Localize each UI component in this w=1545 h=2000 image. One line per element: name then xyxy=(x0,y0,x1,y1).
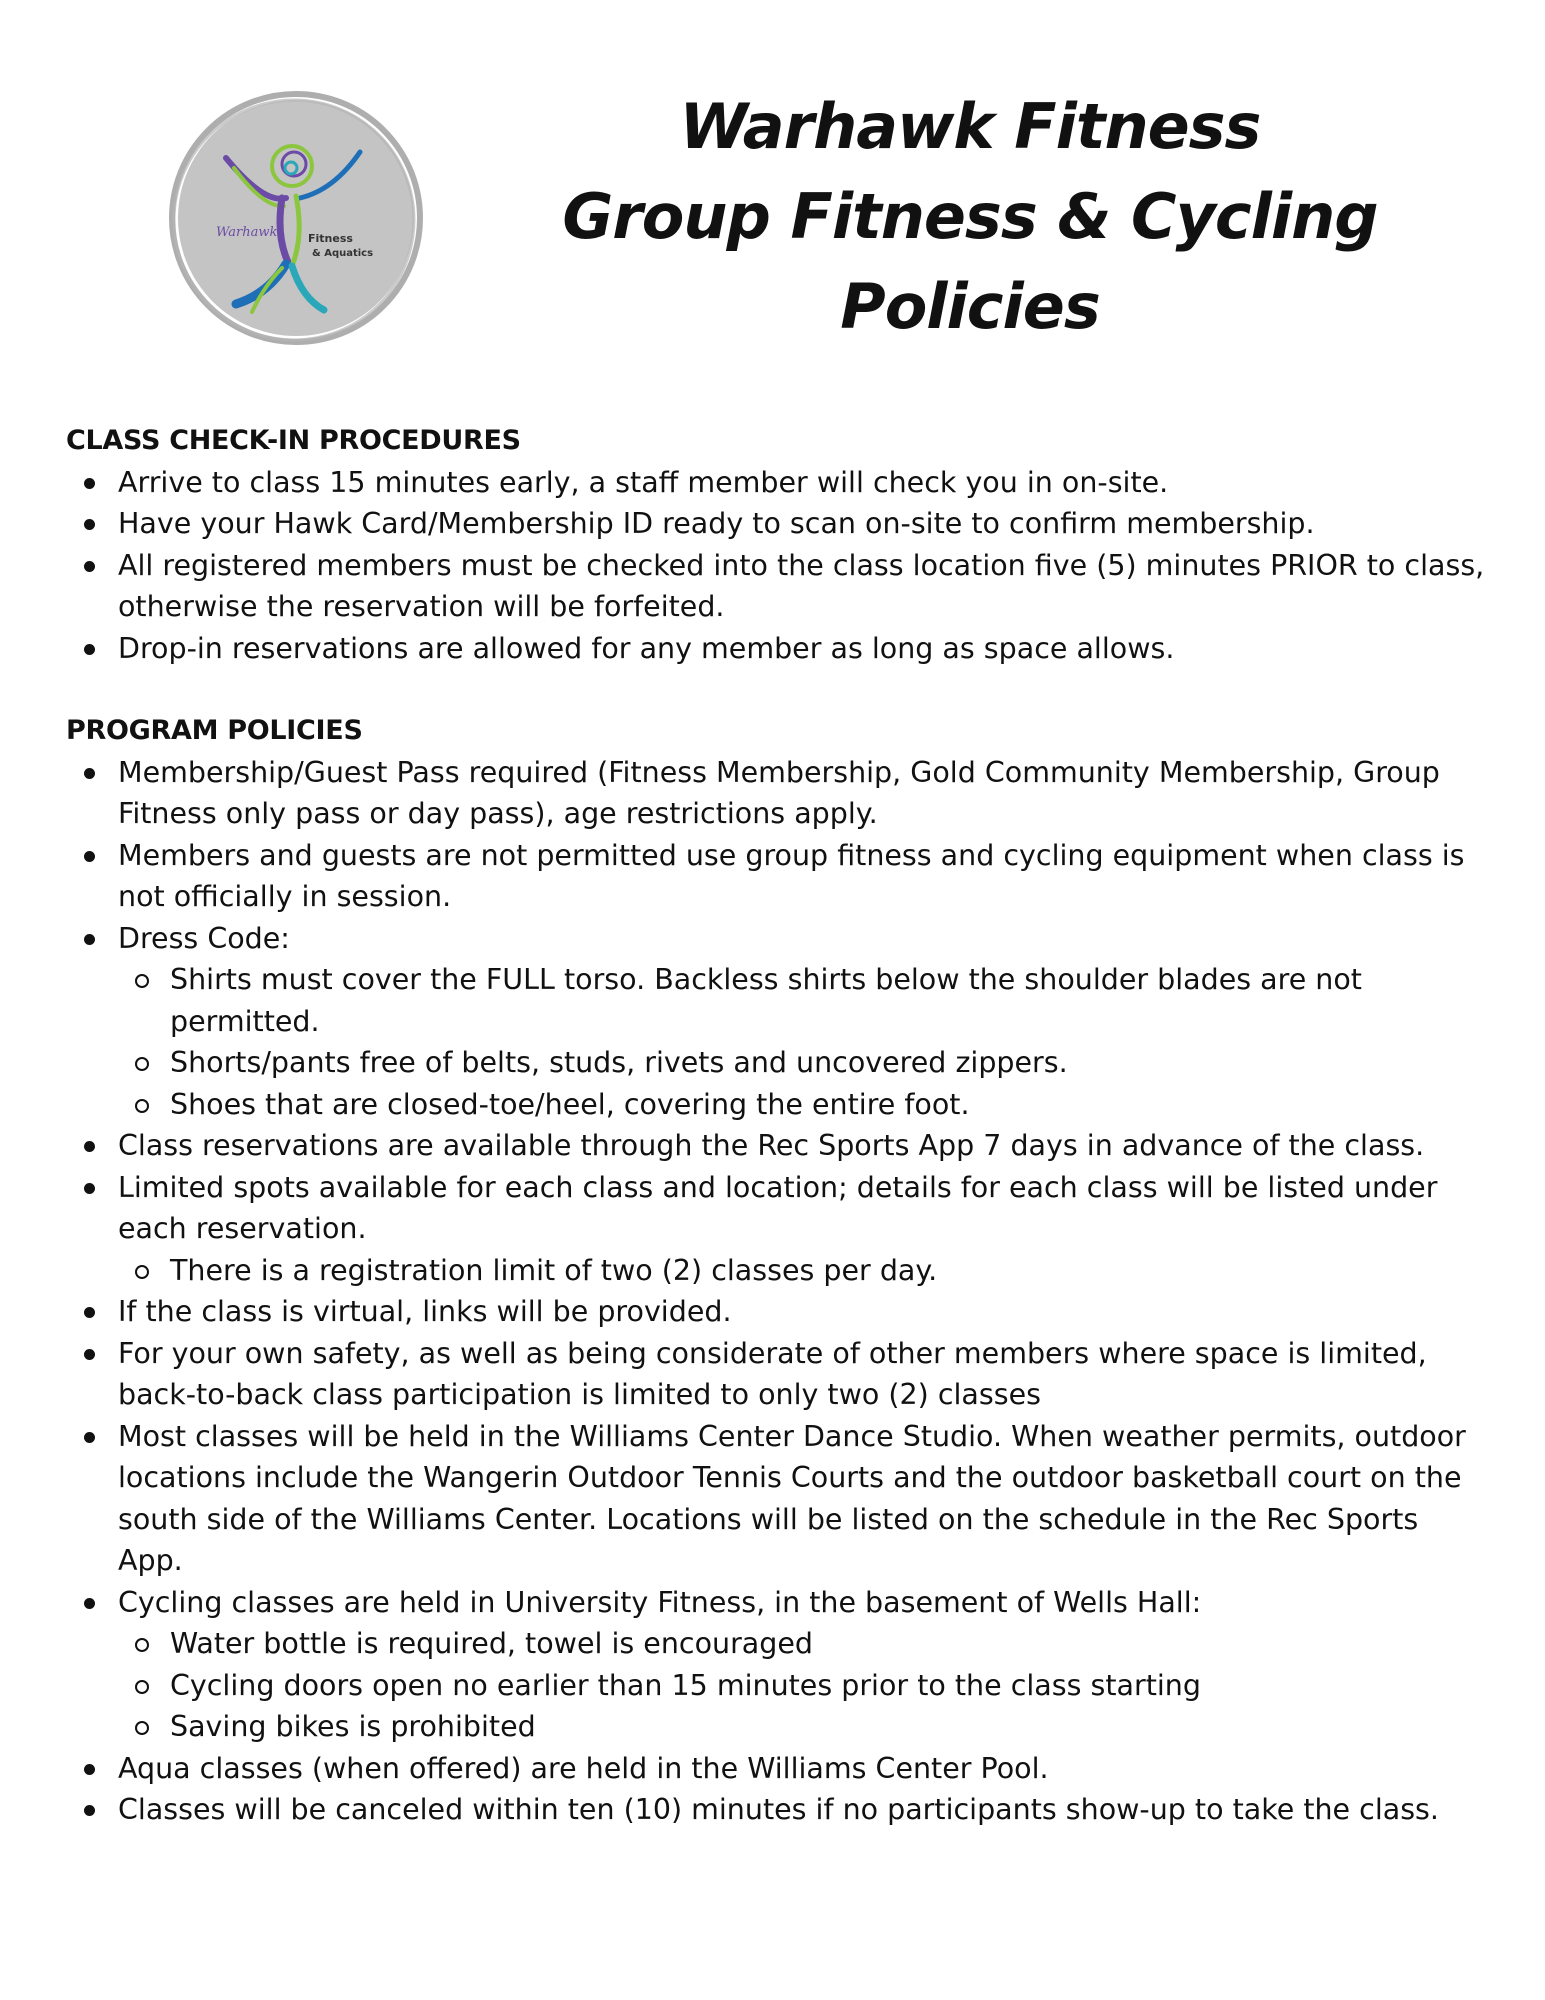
warhawk-fitness-logo xyxy=(164,86,428,350)
list-item: Most classes will be held in the Williams Center Dance Studio. When weather permits, outdoor locations include the Wangerin Outdoor Tennis Courts and the outdoor basketball court on the south side of the Williams Center. Locations will be listed on the schedule in the Rec Sports App. xyxy=(66,1416,1486,1582)
sub-list-item: Shoes that are closed-toe/heel, covering the entire foot. xyxy=(118,1084,1486,1126)
dress-code-label: Dress Code: xyxy=(118,921,290,955)
cycling-text: Cycling classes are held in University Fitness, in the basement of Wells Hall: xyxy=(118,1585,1202,1619)
checkin-list xyxy=(66,462,1486,670)
program-list xyxy=(66,752,1486,1831)
logo-line-2: & Aquatics xyxy=(312,248,374,259)
logo-line-1: Fitness xyxy=(308,232,353,245)
page-title xyxy=(520,82,1420,352)
title-line-3: Policies xyxy=(840,270,1100,343)
limited-spots-list xyxy=(118,1250,1486,1292)
logo-script-text: Warhawk xyxy=(216,225,278,240)
sub-list-item: Water bottle is required, towel is encouraged xyxy=(118,1623,1486,1665)
cycling-list xyxy=(118,1623,1486,1748)
sub-list-item: Shirts must cover the FULL torso. Backless shirts below the shoulder blades are not permitted. xyxy=(118,959,1486,1042)
section-spacer xyxy=(66,669,1486,710)
list-item: All registered members must be checked into the class location five (5) minutes PRIOR to class, otherwise the reservation will be forfeited. xyxy=(66,545,1486,628)
list-item: For your own safety, as well as being considerate of other members where space is limited, back-to-back class participation is limited to only two (2) classes xyxy=(66,1333,1486,1416)
logo-graphic xyxy=(164,86,428,350)
list-item-limited-spots xyxy=(66,1167,1486,1292)
checkin-heading: CLASS CHECK-IN PROCEDURES xyxy=(66,425,521,456)
list-item: Aqua classes (when offered) are held in the Williams Center Pool. xyxy=(66,1748,1486,1790)
list-item: Class reservations are available through the Rec Sports App 7 days in advance of the class. xyxy=(66,1125,1486,1167)
dress-code-list xyxy=(118,959,1486,1125)
title-line-2: Group Fitness & Cycling xyxy=(562,180,1378,253)
list-item: If the class is virtual, links will be provided. xyxy=(66,1291,1486,1333)
program-heading: PROGRAM POLICIES xyxy=(66,715,363,746)
sub-list-item: There is a registration limit of two (2) classes per day. xyxy=(118,1250,1486,1292)
list-item-cycling xyxy=(66,1582,1486,1748)
sub-list-item: Shorts/pants free of belts, studs, rivets and uncovered zippers. xyxy=(118,1042,1486,1084)
list-item: Classes will be canceled within ten (10) minutes if no participants show-up to take the class. xyxy=(66,1789,1486,1831)
list-item: Have your Hawk Card/Membership ID ready to scan on-site to confirm membership. xyxy=(66,503,1486,545)
sub-list-item: Saving bikes is prohibited xyxy=(118,1706,1486,1748)
policy-content xyxy=(66,420,1486,1831)
list-item: Membership/Guest Pass required (Fitness Membership, Gold Community Membership, Group Fitness only pass or day pass), age restrictions apply. xyxy=(66,752,1486,835)
list-item: Drop-in reservations are allowed for any member as long as space allows. xyxy=(66,628,1486,670)
limited-spots-text: Limited spots available for each class and location; details for each class will be listed under each reservation. xyxy=(118,1170,1438,1245)
list-item-dress-code xyxy=(66,918,1486,1126)
sub-list-item: Cycling doors open no earlier than 15 minutes prior to the class starting xyxy=(118,1665,1486,1707)
list-item: Arrive to class 15 minutes early, a staff member will check you in on-site. xyxy=(66,462,1486,504)
list-item: Members and guests are not permitted use group fitness and cycling equipment when class is not officially in session. xyxy=(66,835,1486,918)
title-line-1: Warhawk Fitness xyxy=(679,90,1261,163)
